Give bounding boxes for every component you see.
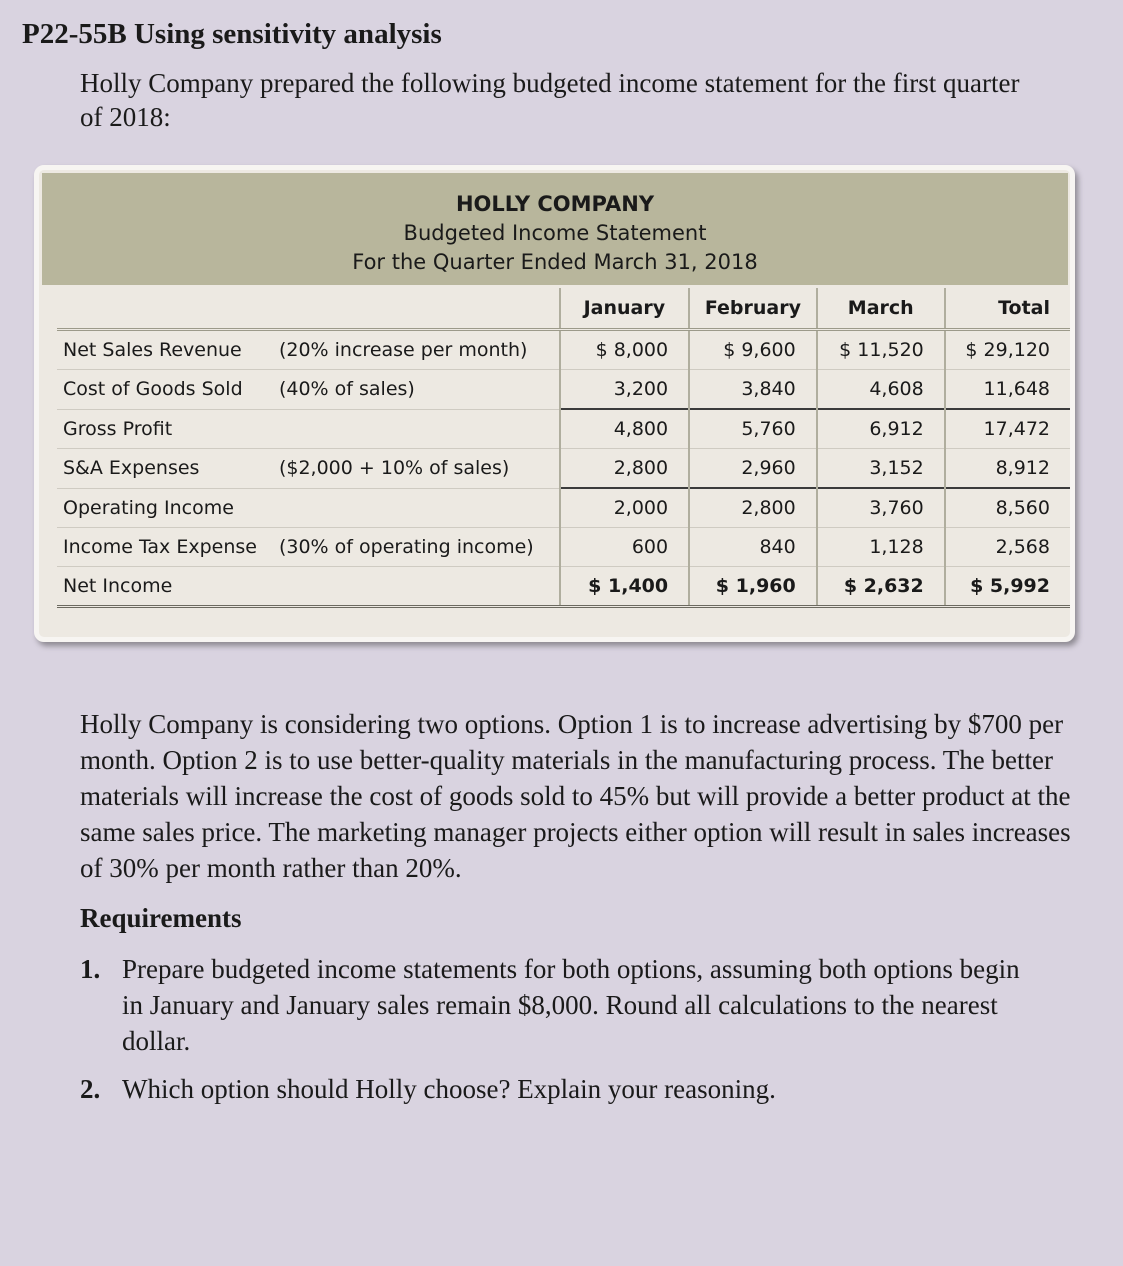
cell-march: 6,912 xyxy=(817,409,945,449)
cell-january: 3,200 xyxy=(560,370,689,410)
row-gross-profit xyxy=(57,409,1070,449)
row-note: (40% of sales) xyxy=(279,370,560,410)
statement-header xyxy=(42,173,1068,285)
cell-february: 2,960 xyxy=(689,449,817,489)
cell-january: 2,800 xyxy=(560,449,689,489)
row-income-tax-expense xyxy=(57,528,1070,567)
income-statement-card xyxy=(34,165,1075,642)
row-net-income xyxy=(57,567,1070,607)
cell-february: 3,840 xyxy=(689,370,817,410)
cell-january: 2,000 xyxy=(560,488,689,528)
row-label: S&A Expenses xyxy=(57,449,279,489)
row-note xyxy=(279,567,560,607)
income-statement-table xyxy=(57,288,1070,608)
row-cost-of-goods-sold xyxy=(57,370,1070,410)
row-note xyxy=(279,488,560,528)
cell-march: $ 2,632 xyxy=(817,567,945,607)
row-note: (20% increase per month) xyxy=(279,330,560,370)
requirement-text: Which option should Holly choose? Explain your reasoning. xyxy=(122,1074,776,1104)
cell-february: 840 xyxy=(689,528,817,567)
cell-march: 3,760 xyxy=(817,488,945,528)
cell-total: 8,912 xyxy=(945,449,1070,489)
requirement-text: Prepare budgeted income statements for both options, assuming both options begin in January and January sales remain $8,000. Round all calculations to the nearest dollar. xyxy=(122,954,1020,1056)
problem-title: P22-55B Using sensitivity analysis xyxy=(22,18,442,50)
row-note: (30% of operating income) xyxy=(279,528,560,567)
row-net-sales-revenue xyxy=(57,330,1070,370)
cell-february: $ 9,600 xyxy=(689,330,817,370)
row-label: Gross Profit xyxy=(57,409,279,449)
cell-total: 11,648 xyxy=(945,370,1070,410)
company-name: HOLLY COMPANY xyxy=(455,192,655,216)
row-label: Net Sales Revenue xyxy=(57,330,279,370)
cell-march: 4,608 xyxy=(817,370,945,410)
requirement-number: 1. xyxy=(80,954,101,984)
col-header-february: February xyxy=(689,288,817,330)
requirements-list xyxy=(80,951,1040,1119)
cell-january: $ 8,000 xyxy=(560,330,689,370)
cell-total: 17,472 xyxy=(945,409,1070,449)
col-header-total: Total xyxy=(945,288,1070,330)
cell-february: 5,760 xyxy=(689,409,817,449)
cell-january: $ 1,400 xyxy=(560,567,689,607)
row-note xyxy=(279,409,560,449)
cell-february: 2,800 xyxy=(689,488,817,528)
column-header-row xyxy=(57,288,1070,330)
statement-title: Budgeted Income Statement xyxy=(403,221,707,245)
col-header-march: March xyxy=(817,288,945,330)
requirement-item xyxy=(80,1071,1040,1107)
col-header-january: January xyxy=(560,288,689,330)
intro-text: Holly Company prepared the following budgeted income statement for the first quarter of 2018: xyxy=(80,68,1020,132)
requirement-item xyxy=(80,951,1040,1059)
requirement-number: 2. xyxy=(80,1074,101,1104)
row-note: ($2,000 + 10% of sales) xyxy=(279,449,560,489)
row-sa-expenses xyxy=(57,449,1070,489)
requirements-title: Requirements xyxy=(80,903,242,933)
cell-total: 8,560 xyxy=(945,488,1070,528)
cell-march: $ 11,520 xyxy=(817,330,945,370)
cell-march: 3,152 xyxy=(817,449,945,489)
options-paragraph: Holly Company is considering two options. Option 1 is to increase advertising by $700 per month. Option 2 is to use better-quality materials in the manufacturing process. The better materials will increase the cost of goods sold to 45% but will provide a better product at the same sales price. The marketing manager projects either option will result in sales increases of 30% per month rather than 20%. xyxy=(80,709,1071,883)
statement-period: For the Quarter Ended March 31, 2018 xyxy=(352,250,758,274)
row-label: Operating Income xyxy=(57,488,279,528)
cell-total: 2,568 xyxy=(945,528,1070,567)
cell-february: $ 1,960 xyxy=(689,567,817,607)
row-label: Income Tax Expense xyxy=(57,528,279,567)
cell-total: $ 29,120 xyxy=(945,330,1070,370)
row-label: Net Income xyxy=(57,567,279,607)
row-label: Cost of Goods Sold xyxy=(57,370,279,410)
cell-january: 4,800 xyxy=(560,409,689,449)
cell-march: 1,128 xyxy=(817,528,945,567)
row-operating-income xyxy=(57,488,1070,528)
cell-total: $ 5,992 xyxy=(945,567,1070,607)
cell-january: 600 xyxy=(560,528,689,567)
